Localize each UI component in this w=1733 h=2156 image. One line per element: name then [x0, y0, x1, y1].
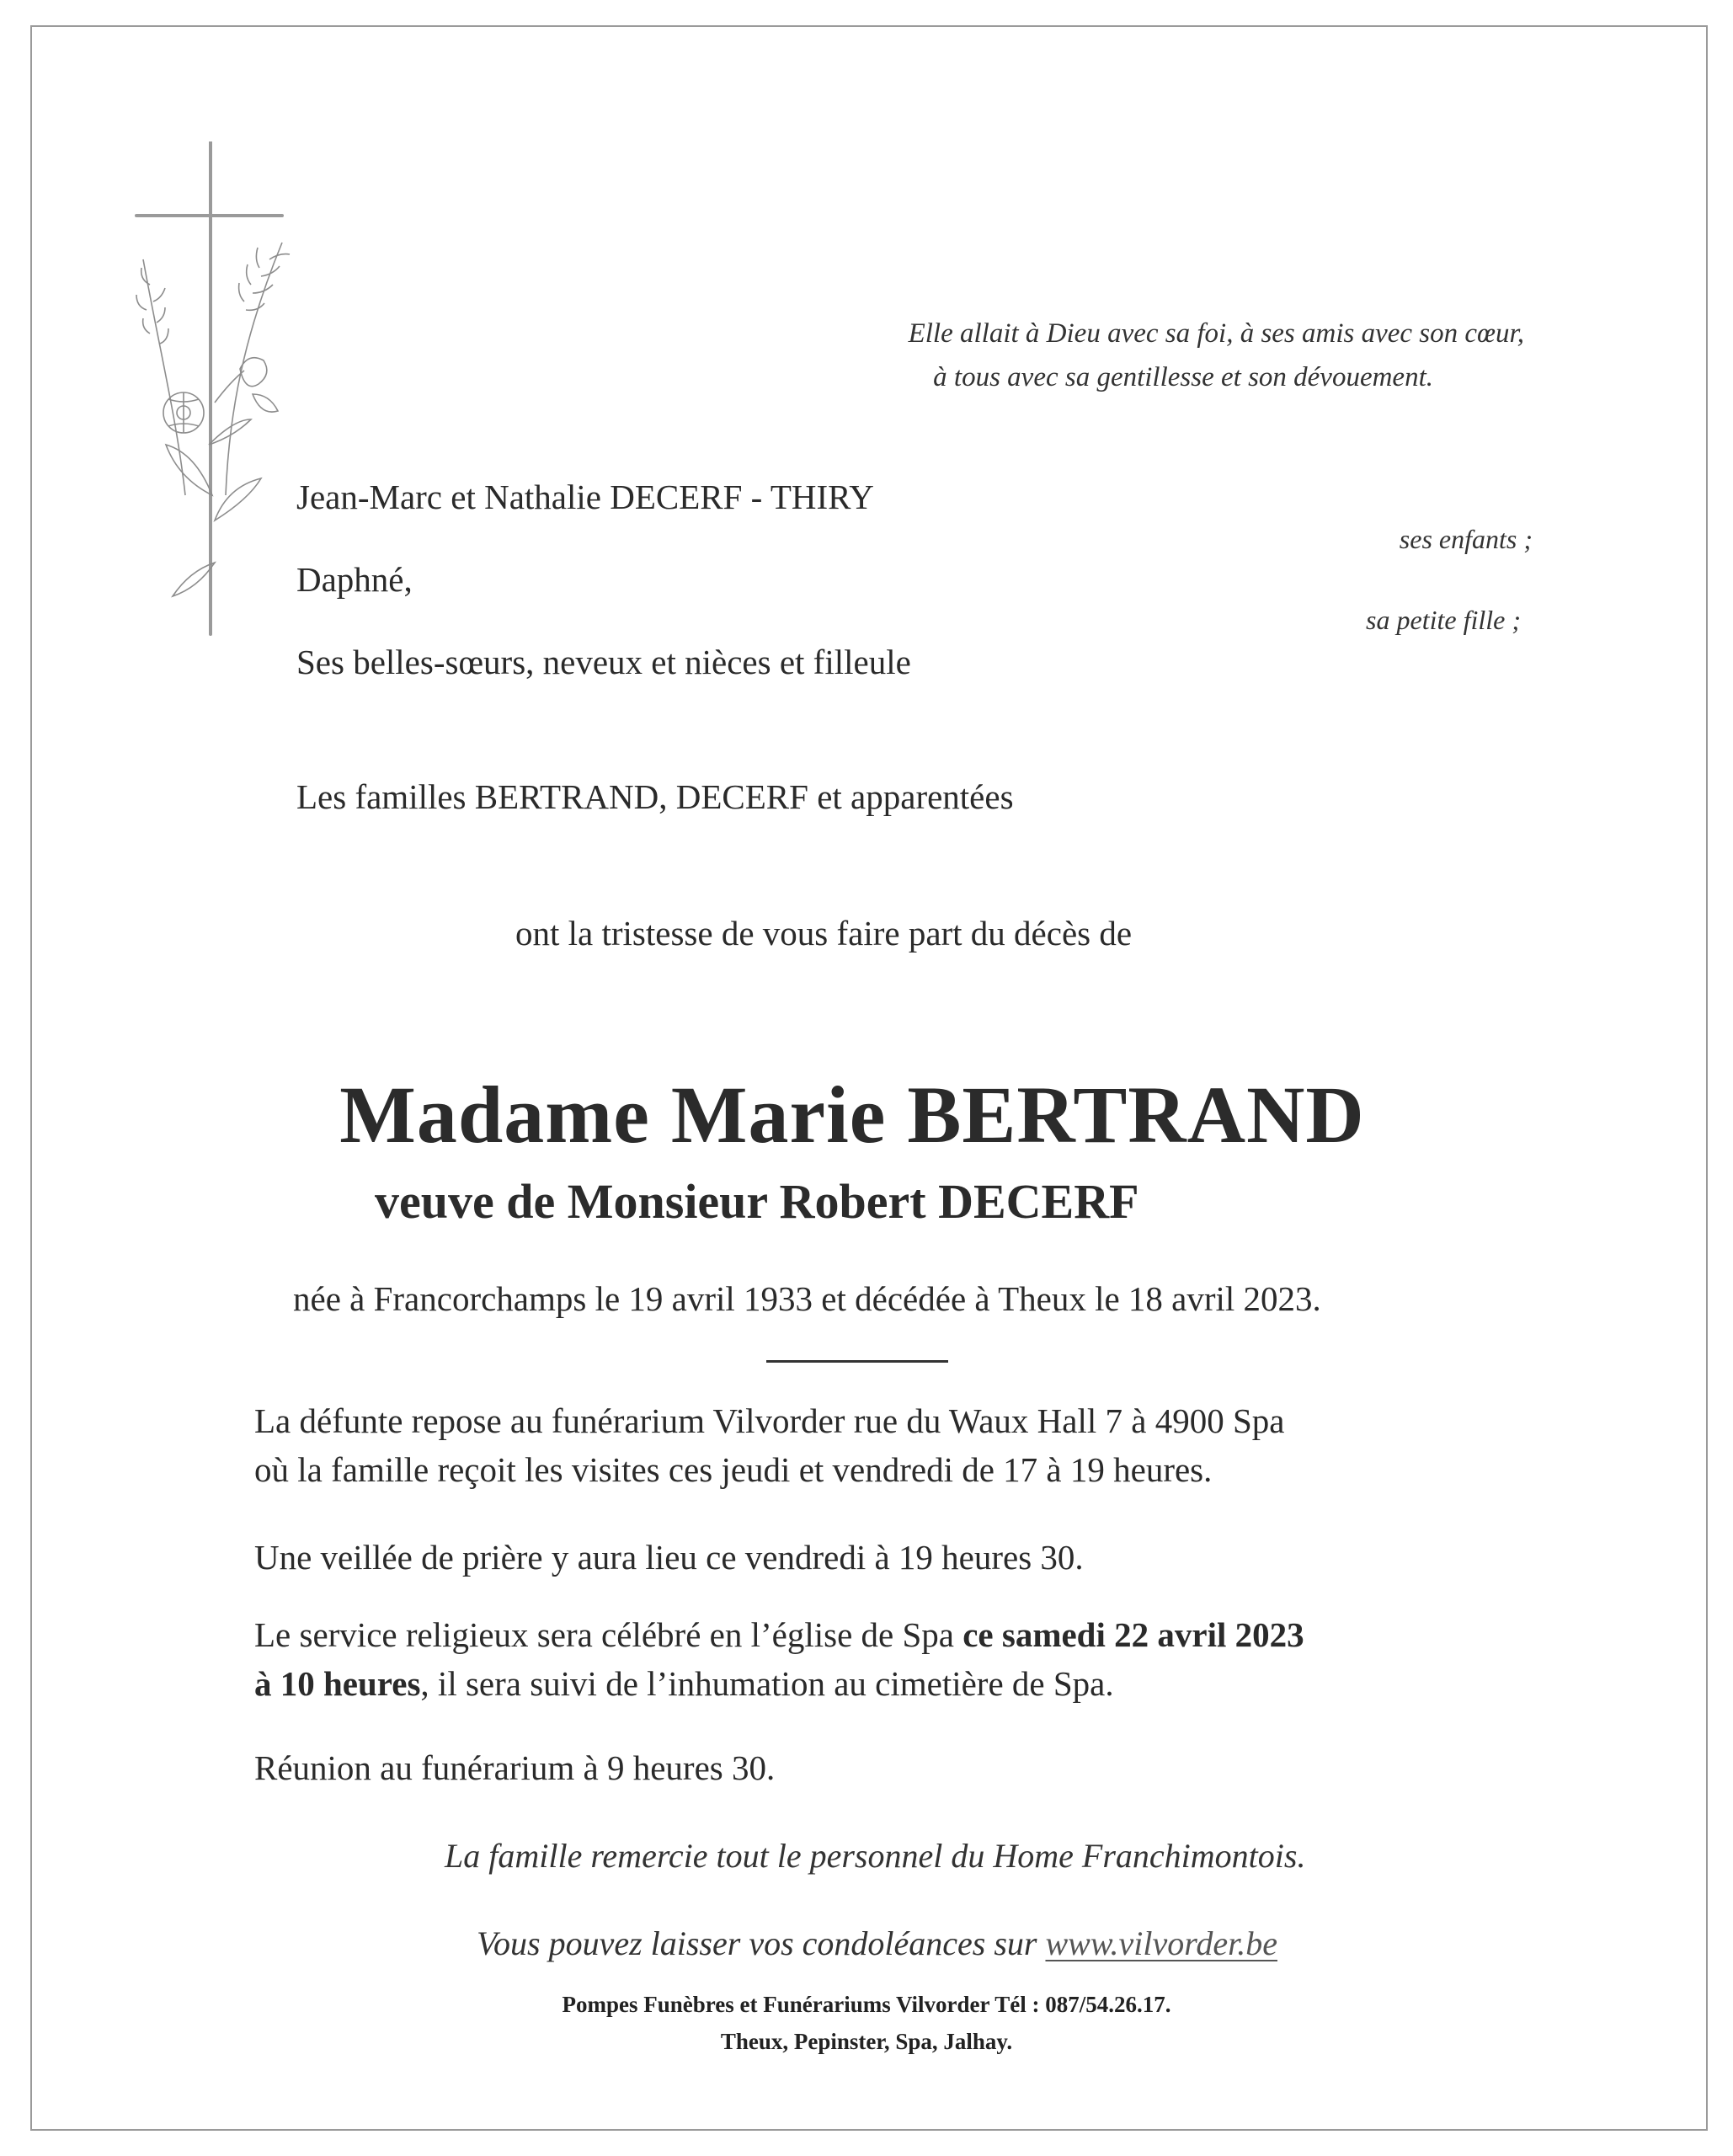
footer-line-1: Pompes Funèbres et Funérariums Vilvorder Tél : 087/54.26.17. — [562, 1992, 1171, 2017]
family-children-role: ses enfants ; — [1399, 524, 1533, 554]
service-time: à 10 heures — [254, 1664, 421, 1703]
repose-line-2: où la famille reçoit les visites ces jeudi et vendredi de 17 à 19 heures. — [254, 1450, 1213, 1489]
service-text-2: , il sera suivi de l’inhumation au cimetière de Spa. — [420, 1664, 1114, 1703]
condolences-line — [477, 1924, 1277, 1963]
announcement-text: ont la tristesse de vous faire part du décès de — [515, 914, 1133, 953]
repose-paragraph — [254, 1396, 1284, 1494]
epigraph-line-2: à tous avec sa gentillesse et son dévouement. — [933, 362, 1433, 392]
deceased-dates: née à Francorchamps le 19 avril 1933 et décédée à Theux le 18 avril 2023. — [293, 1279, 1321, 1318]
meeting-text: Réunion au funérarium à 9 heures 30. — [254, 1748, 776, 1787]
condolences-link[interactable]: www.vilvorder.be — [1045, 1924, 1277, 1962]
footer — [0, 1986, 1733, 2060]
service-text-1: Le service religieux sera célébré en l’église de Spa — [254, 1615, 963, 1654]
deceased-spouse: veuve de Monsieur Robert DECERF — [375, 1174, 1139, 1229]
service-date: ce samedi 22 avril 2023 — [962, 1615, 1304, 1654]
repose-line-1: La défunte repose au funérarium Vilvorder rue du Waux Hall 7 à 4900 Spa — [254, 1401, 1285, 1440]
family-granddaughter-name: Daphné, — [296, 560, 413, 599]
epigraph — [909, 312, 1524, 399]
footer-line-2: Theux, Pepinster, Spa, Jalhay. — [720, 2029, 1013, 2054]
family-families: Les familles BERTRAND, DECERF et apparentées — [296, 777, 1014, 816]
vigil-text: Une veillée de prière y aura lieu ce vendredi à 19 heures 30. — [254, 1538, 1084, 1577]
deceased-name-text: Madame Marie BERTRAND — [339, 1070, 1365, 1160]
thanks-text: La famille remercie tout le personnel du Home Franchimontois. — [445, 1837, 1306, 1875]
deceased-name — [0, 1068, 1733, 1161]
service-paragraph — [254, 1610, 1304, 1708]
cross-icon — [135, 141, 320, 638]
family-children-names: Jean-Marc et Nathalie DECERF - THIRY — [296, 478, 874, 516]
condolences-prefix: Vous pouvez laisser vos condoléances sur — [477, 1924, 1046, 1962]
family-granddaughter-role: sa petite fille ; — [1366, 605, 1521, 635]
epigraph-line-1: Elle allait à Dieu avec sa foi, à ses amis avec son cœur, — [908, 318, 1524, 349]
divider-line — [766, 1360, 948, 1363]
family-relatives: Ses belles-sœurs, neveux et nièces et filleule — [296, 643, 911, 681]
